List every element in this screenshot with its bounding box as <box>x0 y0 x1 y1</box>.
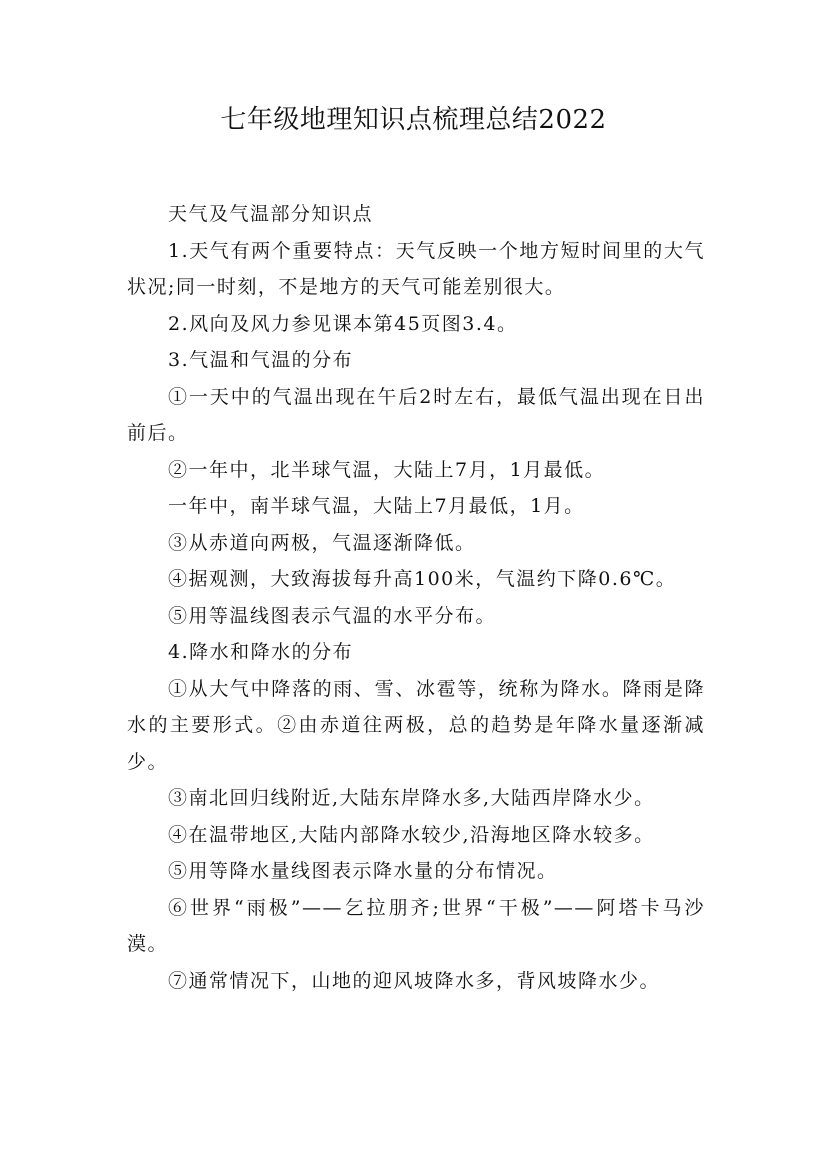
subheading-precipitation: 4.降水和降水的分布 <box>168 641 354 663</box>
subheading-temperature: 3.气温和气温的分布 <box>168 349 354 371</box>
paragraph: ③南北回归线附近,大陆东岸降水多,大陆西岸降水少。 <box>168 787 655 809</box>
document-title: 七年级地理知识点梳理总结2022 <box>220 105 607 135</box>
paragraph: ①从大气中降落的雨、雪、冰雹等，统称为降水。降雨是降水的主要形式。②由赤道往两极，总的趋势是年降水量逐渐减少。 <box>127 677 705 773</box>
paragraph: ④据观测，大致海拔每升高100米，气温约下降0.6℃。 <box>168 568 677 590</box>
paragraph: ⑤用等温线图表示气温的水平分布。 <box>168 604 497 627</box>
paragraph: 2.风向及风力参见课本第45页图3.4。 <box>168 312 518 335</box>
paragraph: ①一天中的气温出现在午后2时左右，最低气温出现在日出前后。 <box>127 385 705 444</box>
paragraph: ②一年中，北半球气温，大陆上7月，1月最低。 <box>168 458 606 481</box>
section-heading-weather: 天气及气温部分知识点 <box>168 203 374 225</box>
paragraph: 1.天气有两个重要特点：天气反映一个地方短时间里的大气状况;同一时刻，不是地方的天气可能差别很大。 <box>127 239 705 298</box>
paragraph: ⑤用等降水量线图表示降水量的分布情况。 <box>168 860 558 882</box>
paragraph: ③从赤道向两极，气温逐渐降低。 <box>168 531 476 554</box>
paragraph: 一年中，南半球气温，大陆上7月最低，1月。 <box>168 495 585 517</box>
paragraph: ④在温带地区,大陆内部降水较少,沿海地区降水较多。 <box>168 823 655 846</box>
document-body <box>127 196 705 999</box>
paragraph: ⑦通常情况下，山地的迎风坡降水多，背风坡降水少。 <box>168 969 661 992</box>
paragraph: ⑥世界“雨极”——乞拉朋齐;世界“干极”——阿塔卡马沙漠。 <box>127 896 705 955</box>
